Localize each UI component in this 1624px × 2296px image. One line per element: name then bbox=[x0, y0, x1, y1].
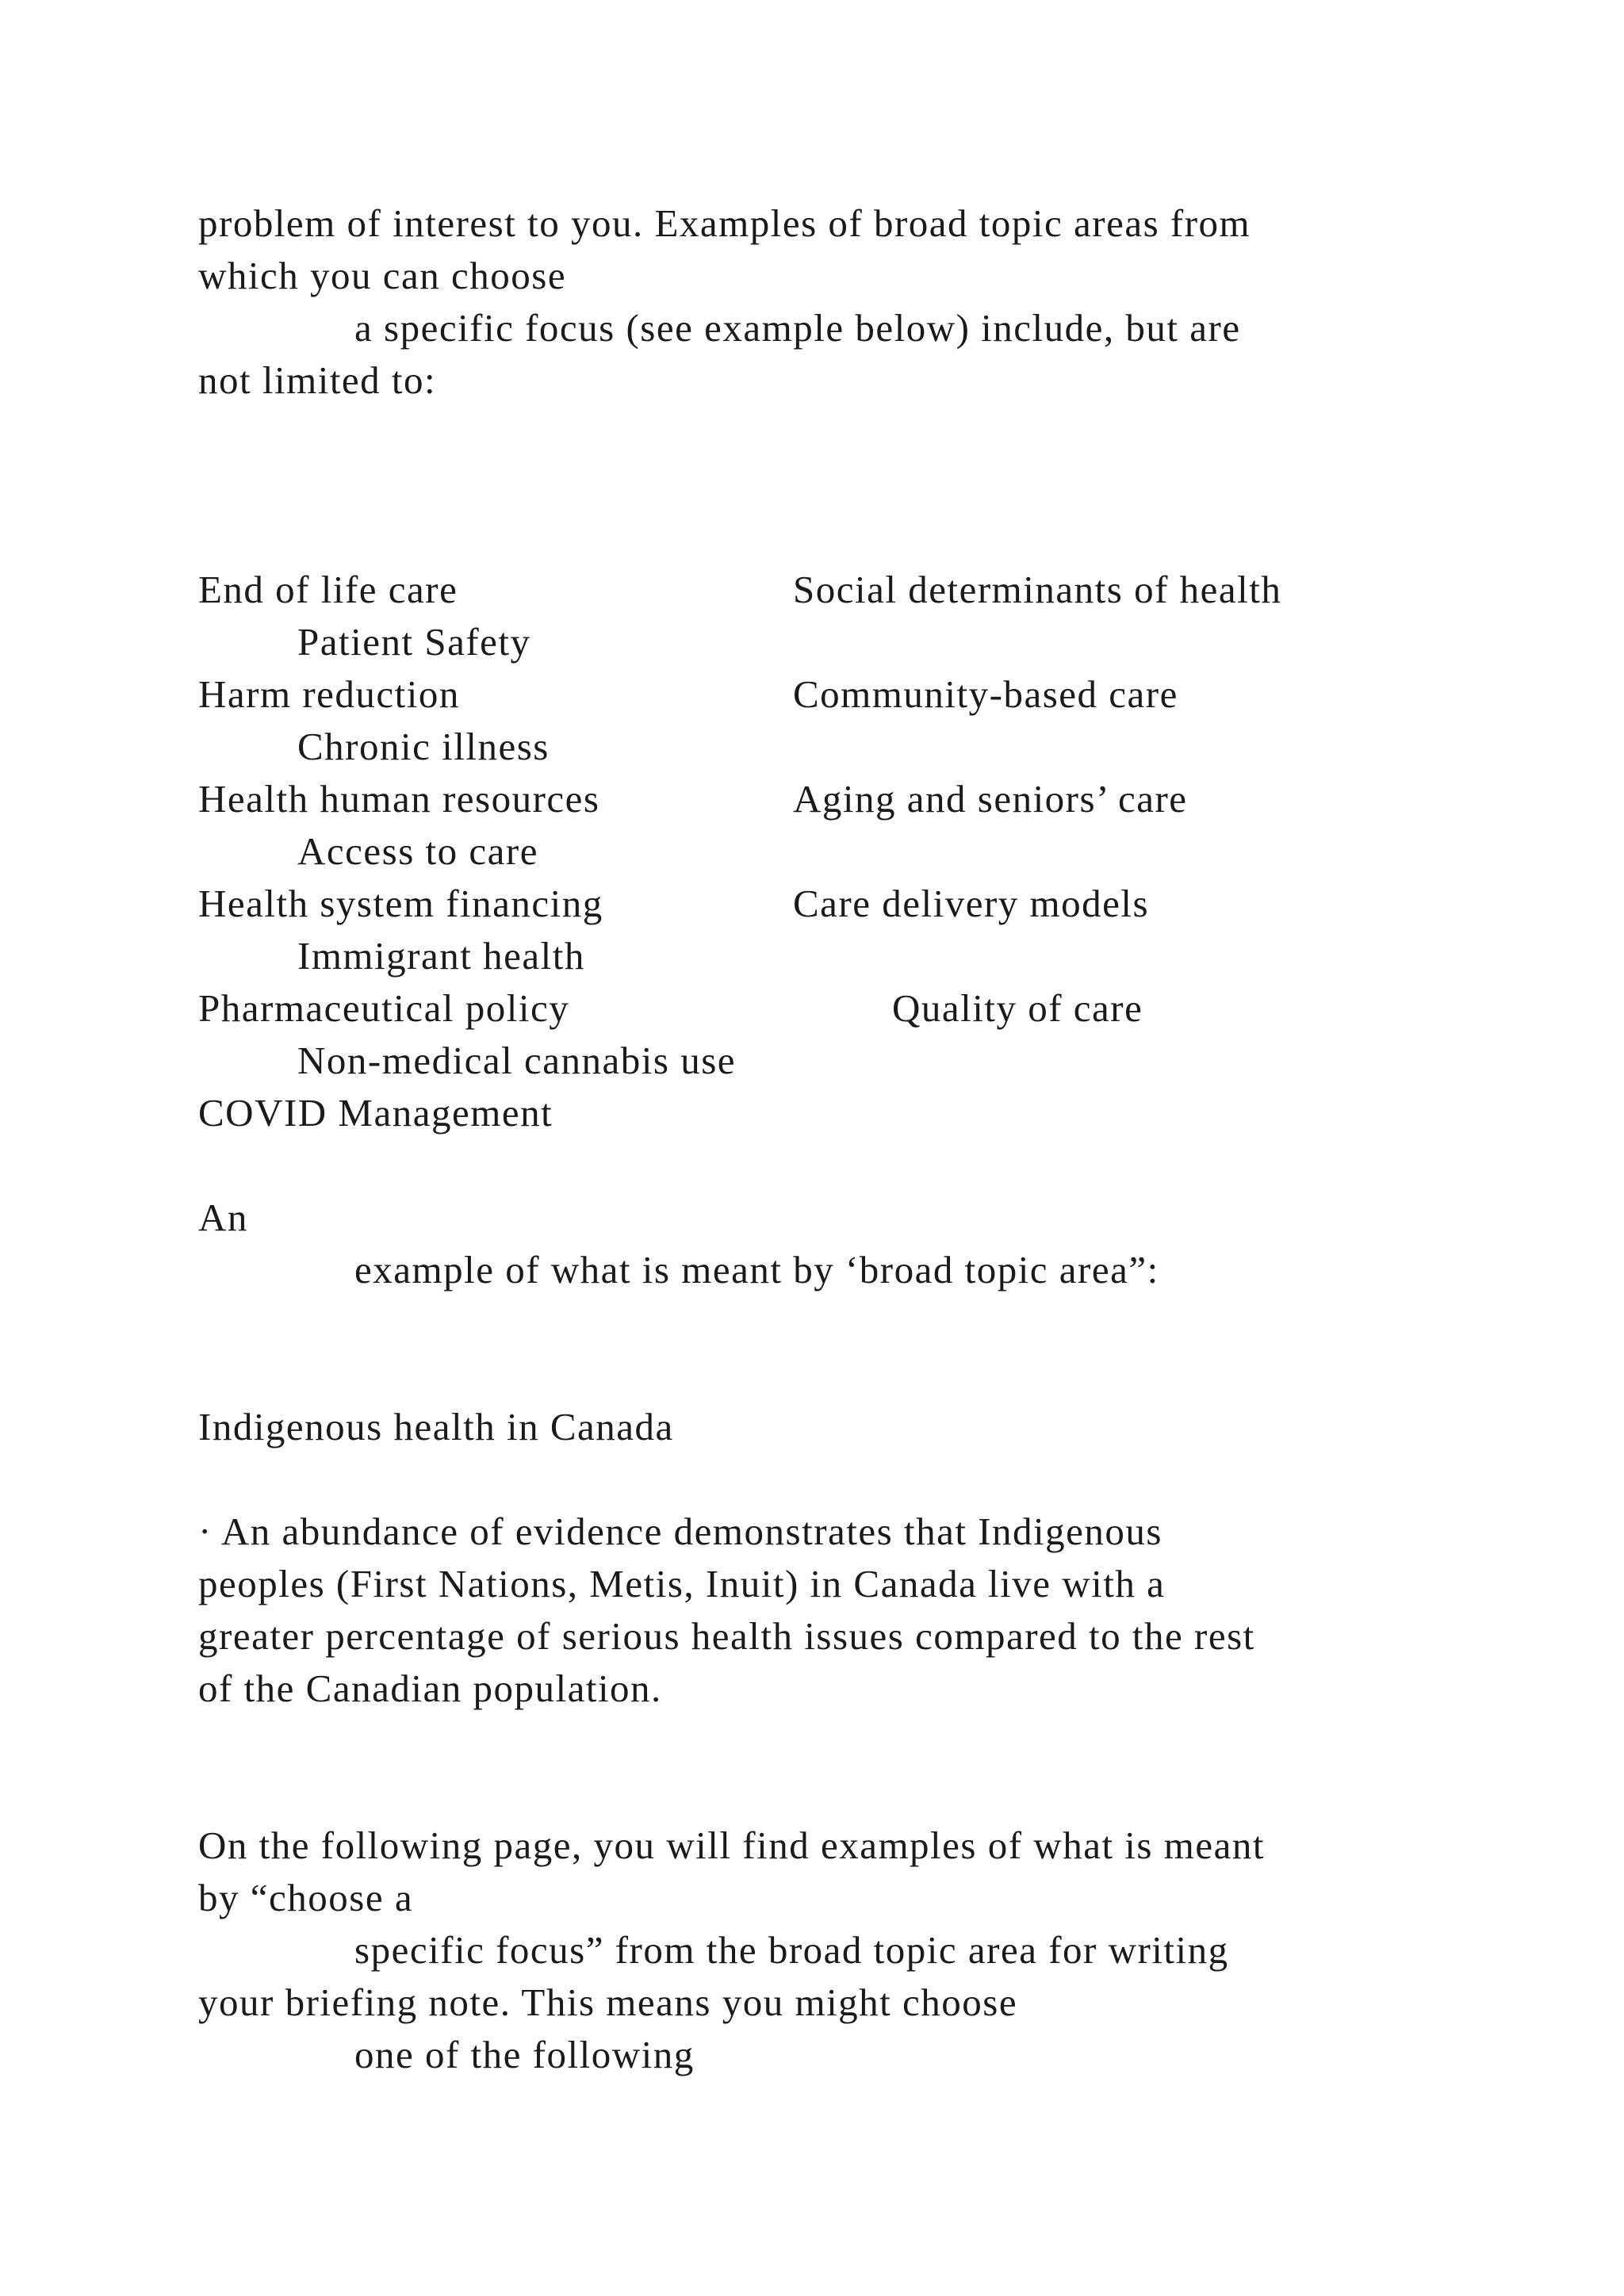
topic-item: Non-medical cannabis use bbox=[297, 1039, 737, 1082]
following-line-3: specific focus” from the broad topic area for writing bbox=[354, 1928, 1229, 1972]
example-bullet-line-3: greater percentage of serious health issues compared to the rest bbox=[198, 1614, 1255, 1658]
example-intro-line-2: example of what is meant by ‘broad topic area”: bbox=[354, 1248, 1159, 1292]
topic-item: Social determinants of health bbox=[793, 568, 1282, 611]
example-bullet-line-2: peoples (First Nations, Metis, Inuit) in Canada live with a bbox=[198, 1562, 1166, 1605]
intro-line-1: problem of interest to you. Examples of broad topic areas from bbox=[198, 201, 1251, 245]
topic-item: Community-based care bbox=[793, 672, 1178, 716]
topic-item: Pharmaceutical policy bbox=[198, 986, 570, 1030]
topic-item: Health system financing bbox=[198, 882, 603, 925]
topic-item: COVID Management bbox=[198, 1091, 553, 1135]
following-line-2: by “choose a bbox=[198, 1876, 414, 1919]
topic-item: Harm reduction bbox=[198, 672, 460, 716]
topic-item: Aging and seniors’ care bbox=[793, 777, 1188, 821]
topic-item: End of life care bbox=[198, 568, 458, 611]
topic-item: Access to care bbox=[297, 829, 538, 873]
example-bullet-line-4: of the Canadian population. bbox=[198, 1667, 662, 1710]
topic-item: Patient Safety bbox=[297, 620, 531, 664]
topic-item: Immigrant health bbox=[297, 934, 585, 978]
intro-line-4: not limited to: bbox=[198, 358, 437, 402]
following-line-1: On the following page, you will find examples of what is meant bbox=[198, 1823, 1265, 1867]
example-heading: Indigenous health in Canada bbox=[198, 1405, 674, 1448]
topic-item: Care delivery models bbox=[793, 882, 1150, 925]
intro-line-3: a specific focus (see example below) include, but are bbox=[354, 306, 1241, 350]
topic-item: Chronic illness bbox=[297, 725, 550, 768]
topic-item: Health human resources bbox=[198, 777, 600, 821]
example-intro-line-1: An bbox=[198, 1196, 248, 1239]
following-line-5: one of the following bbox=[354, 2033, 695, 2076]
intro-line-2: which you can choose bbox=[198, 254, 567, 297]
topic-item: Quality of care bbox=[892, 986, 1143, 1030]
example-bullet-line-1: · An abundance of evidence demonstrates that Indigenous bbox=[198, 1510, 1162, 1553]
following-line-4: your briefing note. This means you might choose bbox=[198, 1980, 1018, 2024]
